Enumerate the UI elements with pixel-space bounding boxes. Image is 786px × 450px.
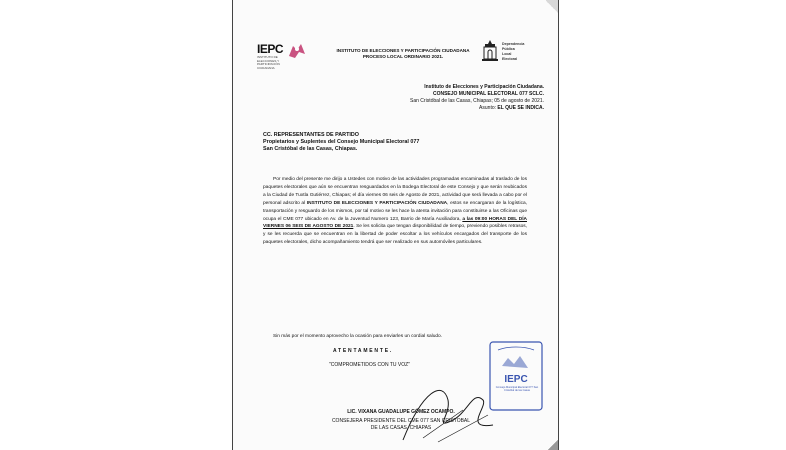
body-bold-institute: INSTITUTO DE ELECCIONES Y PARTICIPACIÓN CIUDADANA [306, 200, 448, 206]
document-header-title [313, 48, 493, 60]
stamp-text: Consejo Municipal Electoral 077 San Cristóbal de las Casas [495, 386, 539, 393]
dependency-line1: Dependencia [502, 42, 525, 46]
body-text-part1: Por medio del presente me dirijo a Ustedes con motivo de las actividades programadas encaminadas al traslado de los paquetes electorales que aún se encuentran resguardados en la Bodega Electoral de este Consejo y que serán reubicados a la Ciudad de Tuxtla Gutiérrez, Chiapas; el día viernes 06 seis de Agosto de 2021, actividad que será llevada a cabo por el personal adscrito al [263, 177, 527, 206]
header-title-line2: PROCESO LOCAL ORDINARIO 2021. [362, 54, 444, 59]
closing-line: Sin más por el momento aprovecho la ocasión para enviarles un cordial saludo. [273, 334, 443, 339]
addressee-line1: CC. REPRESENTANTES DE PARTIDO [263, 132, 359, 138]
building-icon [480, 38, 500, 64]
body-paragraph [263, 176, 527, 247]
sender-block [324, 84, 544, 112]
signer-role-line1: CONSEJERA PRESIDENTE DEL CME 077 SAN CRISTOBAL [331, 418, 471, 424]
body-text-part3: . Se les solicita que tengan disponibilidad de tiempo, previendo posibles retrasos, y se les recuerda que se encuentran en la libertad de poder escoltar a los vehículos encargados del transporte de los paquetes electorales, dicho acompañamiento tendrá que ser realizado en sus automóviles particulares. [263, 224, 528, 246]
sender-line1: Instituto de Elecciones y Participación Ciudadana. [424, 84, 544, 90]
page-corner-fold-bottom [548, 440, 558, 450]
iepc-logo-subtext: INSTITUTO DE ELECCIONES Y PARTICIPACIÓN CIUDADANA [257, 55, 280, 70]
sender-date: San Cristóbal de las Casas, Chiapas; 05 de agosto de 2021. [410, 98, 544, 104]
dependency-label [502, 42, 542, 62]
subject-label: Asunto: [479, 105, 497, 111]
subject-line [324, 105, 544, 112]
page-corner-fold [546, 0, 558, 14]
header-title-line1: INSTITUTO DE ELECCIONES Y PARTICIPACIÓN CIUDADANA [336, 48, 470, 53]
official-stamp [488, 340, 544, 412]
addressee-line3: San Cristóbal de las Casas, Chiapas. [263, 146, 358, 153]
signer-role-line2: DE LAS CASAS, CHIAPAS [370, 425, 432, 432]
stamp-letters: IEPC [504, 374, 528, 385]
atentamente-label: ATENTAMENTE. [333, 348, 394, 354]
dependency-line3: Local [502, 52, 512, 56]
motto: "COMPROMETIDOS CON TU VOZ" [329, 362, 410, 368]
iepc-emblem-icon [287, 42, 307, 60]
addressee-block [263, 132, 503, 154]
iepc-logo-letters: IEPC [257, 42, 284, 56]
dependency-line4: Electoral [502, 57, 518, 61]
body-underlined-date: a las 09:00 HORAS DEL DÍA VIERNES 06 SEIS DE AGOSTO DE 2021 [263, 216, 527, 230]
body-text-part2: , estos se encargaran de la logística, transportación y resguardo de los mismos, por tal motivo se les hace la atenta invitación para constituirse a las Oficinas que ocupa el CME 077 ubicado en Av. de la Juventud Numero 123, Barrio de María Auxiliadora, [263, 200, 527, 222]
sender-line2: CONSEJO MUNICIPAL ELECTORAL 077 SCLC. [432, 91, 544, 97]
addressee-line2: Propietarios y Suplentes del Consejo Municipal Electoral 077 [263, 139, 420, 146]
signer-role [293, 418, 509, 432]
signer-name: LIC. VIXANA GUADALUPE GÓMEZ OCAMPO. [347, 409, 455, 415]
document-page [232, 0, 559, 450]
dependency-line2: Pública [502, 47, 515, 51]
iepc-logo [257, 42, 305, 70]
subject-value: EL QUE SE INDICA. [497, 105, 544, 111]
